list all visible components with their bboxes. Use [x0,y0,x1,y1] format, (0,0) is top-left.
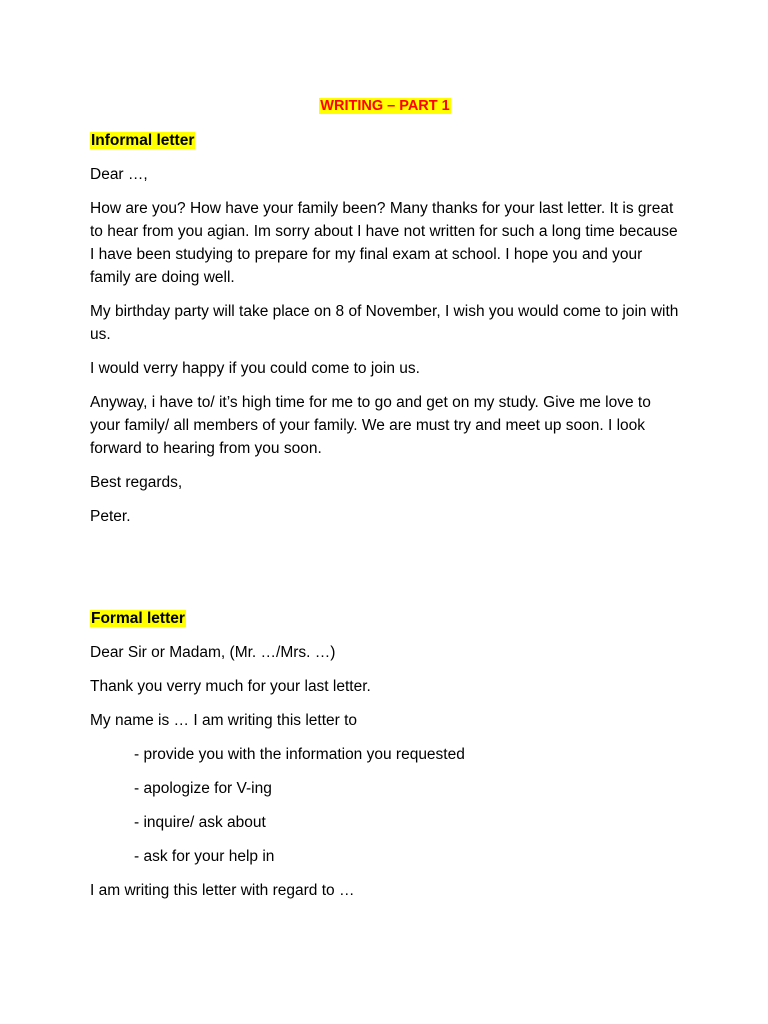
document-title [90,94,680,118]
informal-paragraph-closing: Anyway, i have to/ it’s high time for me to go and get on my study. Give me love to your family/ all members of your family. We are must try and meet up soon. I look forward to hearing from you soon. [90,394,651,457]
informal-paragraph-intro: How are you? How have your family been? Many thanks for your last letter. It is great to hear from you agian. Im sorry about I have not written for such a long time because I have been studying to prepare for my final exam at school. I hope you and your family are doing well. [90,200,678,286]
document-title-text: WRITING – PART 1 [320,98,450,114]
informal-signature: Peter. [90,508,131,525]
informal-greeting: Dear …, [90,166,148,183]
informal-heading-text: Informal letter [91,132,195,149]
formal-list-item: - apologize for V-ing [134,780,272,797]
formal-heading [90,607,680,630]
formal-thanks: Thank you verry much for your last letter. [90,678,371,695]
section-spacer [90,539,680,607]
formal-intro: My name is … I am writing this letter to [90,712,358,729]
formal-list-item: - provide you with the information you requested [134,746,465,763]
informal-heading [90,129,680,152]
informal-signoff: Best regards, [90,474,183,491]
formal-list-item: - inquire/ ask about [134,814,266,831]
informal-paragraph-birthday: My birthday party will take place on 8 of November, I wish you would come to join with us. [90,303,679,343]
formal-heading-text: Formal letter [91,610,185,627]
document-page [90,94,680,913]
informal-paragraph-invite: I would verry happy if you could come to join us. [90,360,420,377]
formal-closing: I am writing this letter with regard to … [90,882,355,899]
formal-list-item: - ask for your help in [134,848,275,865]
formal-greeting: Dear Sir or Madam, (Mr. …/Mrs. …) [90,644,336,661]
